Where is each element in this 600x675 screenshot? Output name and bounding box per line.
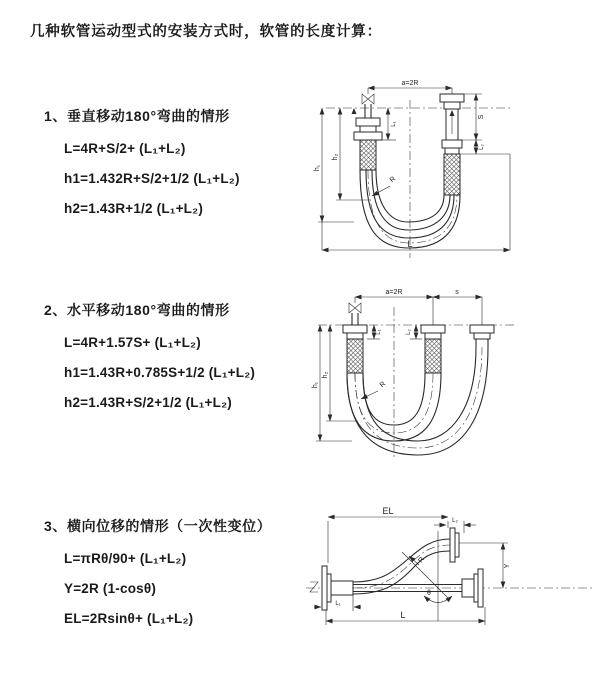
- dim-label-radius: R: [388, 175, 398, 185]
- dim-label-y: Y: [504, 563, 511, 569]
- length-dimension: [322, 154, 510, 250]
- dim-label-width: a=2R: [401, 80, 419, 87]
- centerline-break-mark: [310, 582, 318, 592]
- formula-h1: h1=1.43R+0.785S+1/2 (L₁+L₂): [64, 365, 256, 380]
- dim-label-radius: R: [417, 556, 427, 565]
- dim-label-l1: L₁: [335, 601, 341, 607]
- section-2-heading: 2、水平移动180°弯曲的情形: [44, 302, 230, 318]
- diagram-vertical-180-bend: [310, 72, 590, 262]
- top-dimensions: [355, 289, 482, 325]
- dim-label-stroke: s: [455, 289, 459, 296]
- dim-label-l2: L₂: [479, 144, 485, 150]
- section-horizontal-movement: [44, 300, 255, 418]
- section-vertical-movement: [44, 106, 240, 224]
- diagram-horizontal-180-bend: [306, 283, 598, 463]
- formula-length: L=4R+S/2+ (L₁+L₂): [64, 141, 186, 156]
- section-1-formulas: [64, 134, 240, 224]
- middle-fitting: [421, 325, 445, 373]
- upper-flange-displaced: [450, 528, 459, 562]
- formula-y: Y=2R (1-cosθ): [64, 581, 157, 596]
- dim-label-h1: h₁: [312, 381, 319, 389]
- valve-icon: [362, 94, 374, 118]
- formula-length: L=4R+1.57S+ (L₁+L₂): [64, 335, 201, 350]
- dim-label-theta: θ: [427, 590, 431, 597]
- dim-label-l2: L₂: [406, 329, 412, 335]
- dim-label-length: L: [400, 610, 406, 620]
- dim-label-h2: h₂: [322, 371, 329, 379]
- centerlines: [326, 100, 510, 258]
- section-2-formulas: [64, 328, 255, 418]
- dim-label-el: EL: [382, 506, 394, 516]
- fitting-length-dimension-left: [314, 595, 361, 611]
- valve-icon: [349, 303, 361, 325]
- section-3-formulas: [64, 544, 271, 634]
- diagram-lateral-displacement: [298, 503, 598, 651]
- hose-u-bend-displaced: [347, 347, 488, 455]
- page-title: 几种软管运动型式的安装方式时，软管的长度计算：: [30, 24, 382, 40]
- width-dimension: [368, 80, 452, 94]
- radius-callout: [409, 556, 426, 565]
- straight-pipe-original-position: [353, 569, 483, 607]
- formula-h2: h2=1.43R+1/2 (L₁+L₂): [64, 201, 204, 216]
- dim-label-length: L: [407, 239, 413, 249]
- dim-label-radius: R: [378, 380, 388, 390]
- dim-label-h2: h₂: [332, 153, 339, 161]
- dim-label-width: a=2R: [385, 289, 403, 296]
- dim-label-l2: L₂: [452, 518, 458, 524]
- fitting-length-dimensions: [367, 325, 422, 339]
- formula-h2: h2=1.43R+S/2+1/2 (L₁+L₂): [64, 395, 232, 410]
- section-3-heading: 3、横向位移的情形（一次性变位）: [44, 518, 272, 534]
- dim-label-l1: L₁: [376, 329, 382, 335]
- section-lateral-displacement: [44, 516, 271, 634]
- dim-label-h1: h₁: [314, 164, 321, 172]
- formula-el: EL=2Rsinθ+ (L₁+L₂): [64, 611, 194, 626]
- dim-label-stroke: S: [478, 114, 485, 120]
- formula-length: L=πRθ/90+ (L₁+L₂): [64, 551, 187, 566]
- formula-h1: h1=1.432R+S/2+1/2 (L₁+L₂): [64, 171, 240, 186]
- section-1-heading: 1、垂直移动180°弯曲的情形: [44, 108, 230, 124]
- dim-label-l1: L₁: [391, 121, 397, 127]
- right-fitting-displaced: [470, 325, 494, 347]
- right-fitting: [440, 94, 464, 195]
- left-fitting: [343, 325, 367, 373]
- left-fitting: [354, 118, 382, 170]
- length-dimension: [326, 607, 485, 625]
